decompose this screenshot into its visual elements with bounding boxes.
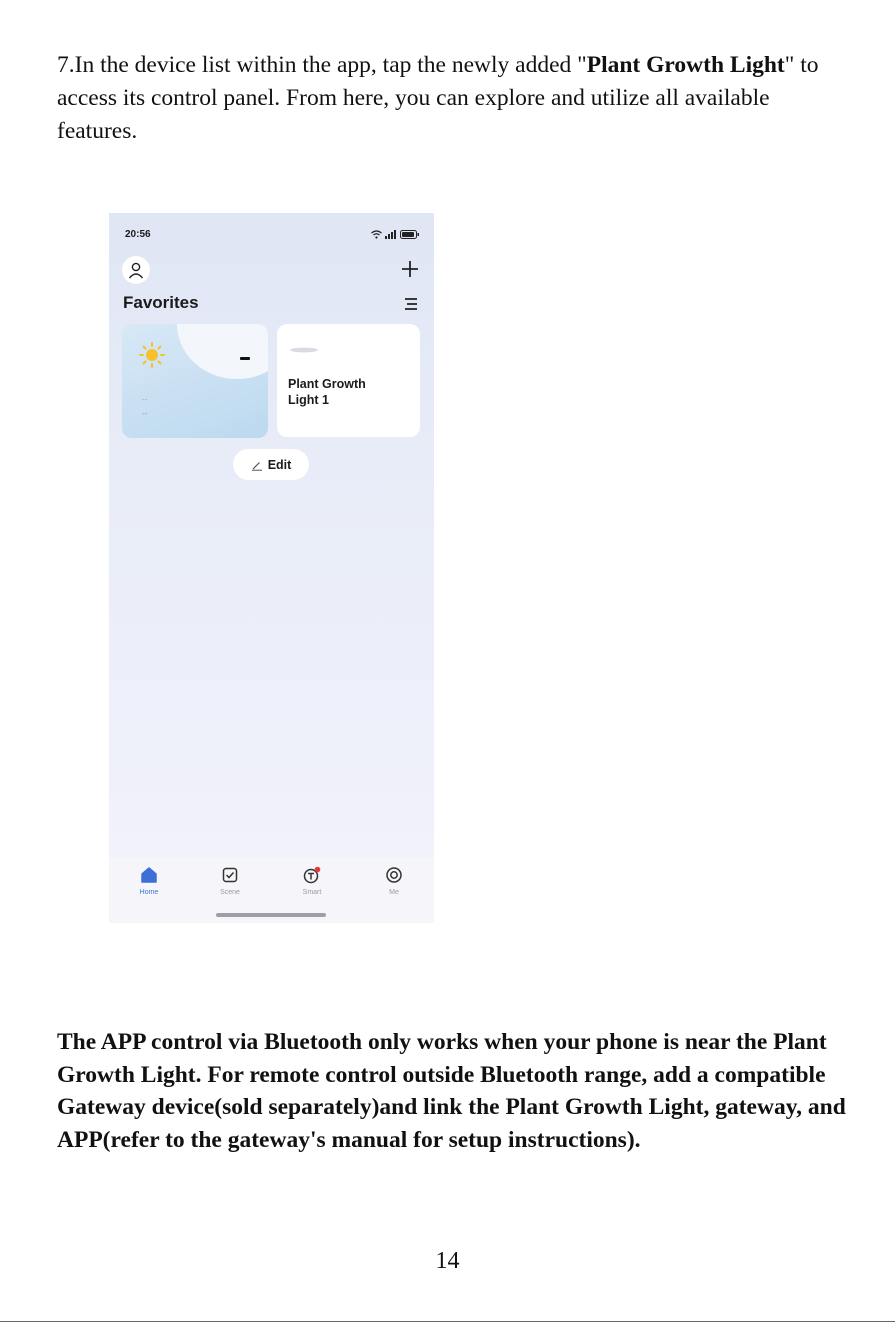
tab-me[interactable]	[364, 866, 424, 896]
wifi-icon	[371, 230, 382, 239]
app-screenshot	[109, 213, 434, 923]
battery-icon	[400, 230, 420, 239]
step-7-instruction	[57, 49, 847, 148]
home-indicator	[216, 913, 326, 917]
tab-smart[interactable]	[282, 866, 342, 896]
weather-value-2: --	[142, 409, 148, 418]
tab-home-label: Home	[139, 889, 159, 896]
tab-scene-label: Scene	[220, 889, 240, 896]
profile-button[interactable]	[122, 256, 150, 284]
status-time: 20:56	[125, 229, 151, 240]
pencil-icon	[251, 459, 263, 471]
smart-icon	[302, 866, 322, 884]
user-icon	[128, 262, 144, 279]
tab-me-label: Me	[389, 889, 399, 896]
weather-card[interactable]	[122, 324, 268, 438]
scene-icon	[221, 866, 239, 884]
add-device-button[interactable]	[400, 259, 420, 279]
status-bar	[125, 229, 420, 243]
device-name-highlight: Plant Growth Light	[586, 52, 785, 78]
grow-light-icon	[289, 346, 319, 354]
home-icon	[140, 866, 158, 884]
plant-growth-light-card[interactable]	[277, 324, 420, 437]
edit-button[interactable]	[233, 449, 309, 480]
me-icon	[385, 866, 403, 884]
sun-icon	[138, 341, 166, 369]
weather-dash	[240, 357, 250, 360]
favorites-title: Favorites	[123, 293, 199, 312]
tab-scene[interactable]	[200, 866, 260, 896]
instruction-prefix: 7.In the device list within the app, tap the newly added "	[57, 52, 587, 78]
signal-icon	[385, 230, 397, 239]
sort-menu-icon[interactable]	[402, 295, 420, 313]
cloud-shape	[177, 324, 268, 379]
status-icons	[371, 230, 420, 239]
weather-value-1: --	[142, 395, 148, 404]
bluetooth-note: The APP control via Bluetooth only works when your phone is near the Plant Growth Light. For remote control outside Bluetooth range, add a compatible Gateway device(sold separately)and link the Plant Growth Light, gateway, and APP(refer to the gateway's manual for setup instructions).	[57, 1029, 846, 1153]
edit-label: Edit	[267, 457, 292, 472]
instruction-suffix: " to access its control panel. From here, you can explore and utilize all available features.	[57, 52, 819, 144]
page-number: 14	[435, 1248, 460, 1274]
tab-smart-label: Smart	[302, 889, 322, 896]
device-name: Plant Growth Light 1	[288, 377, 366, 407]
tab-home[interactable]	[119, 866, 179, 896]
bottom-rule	[0, 1321, 895, 1322]
